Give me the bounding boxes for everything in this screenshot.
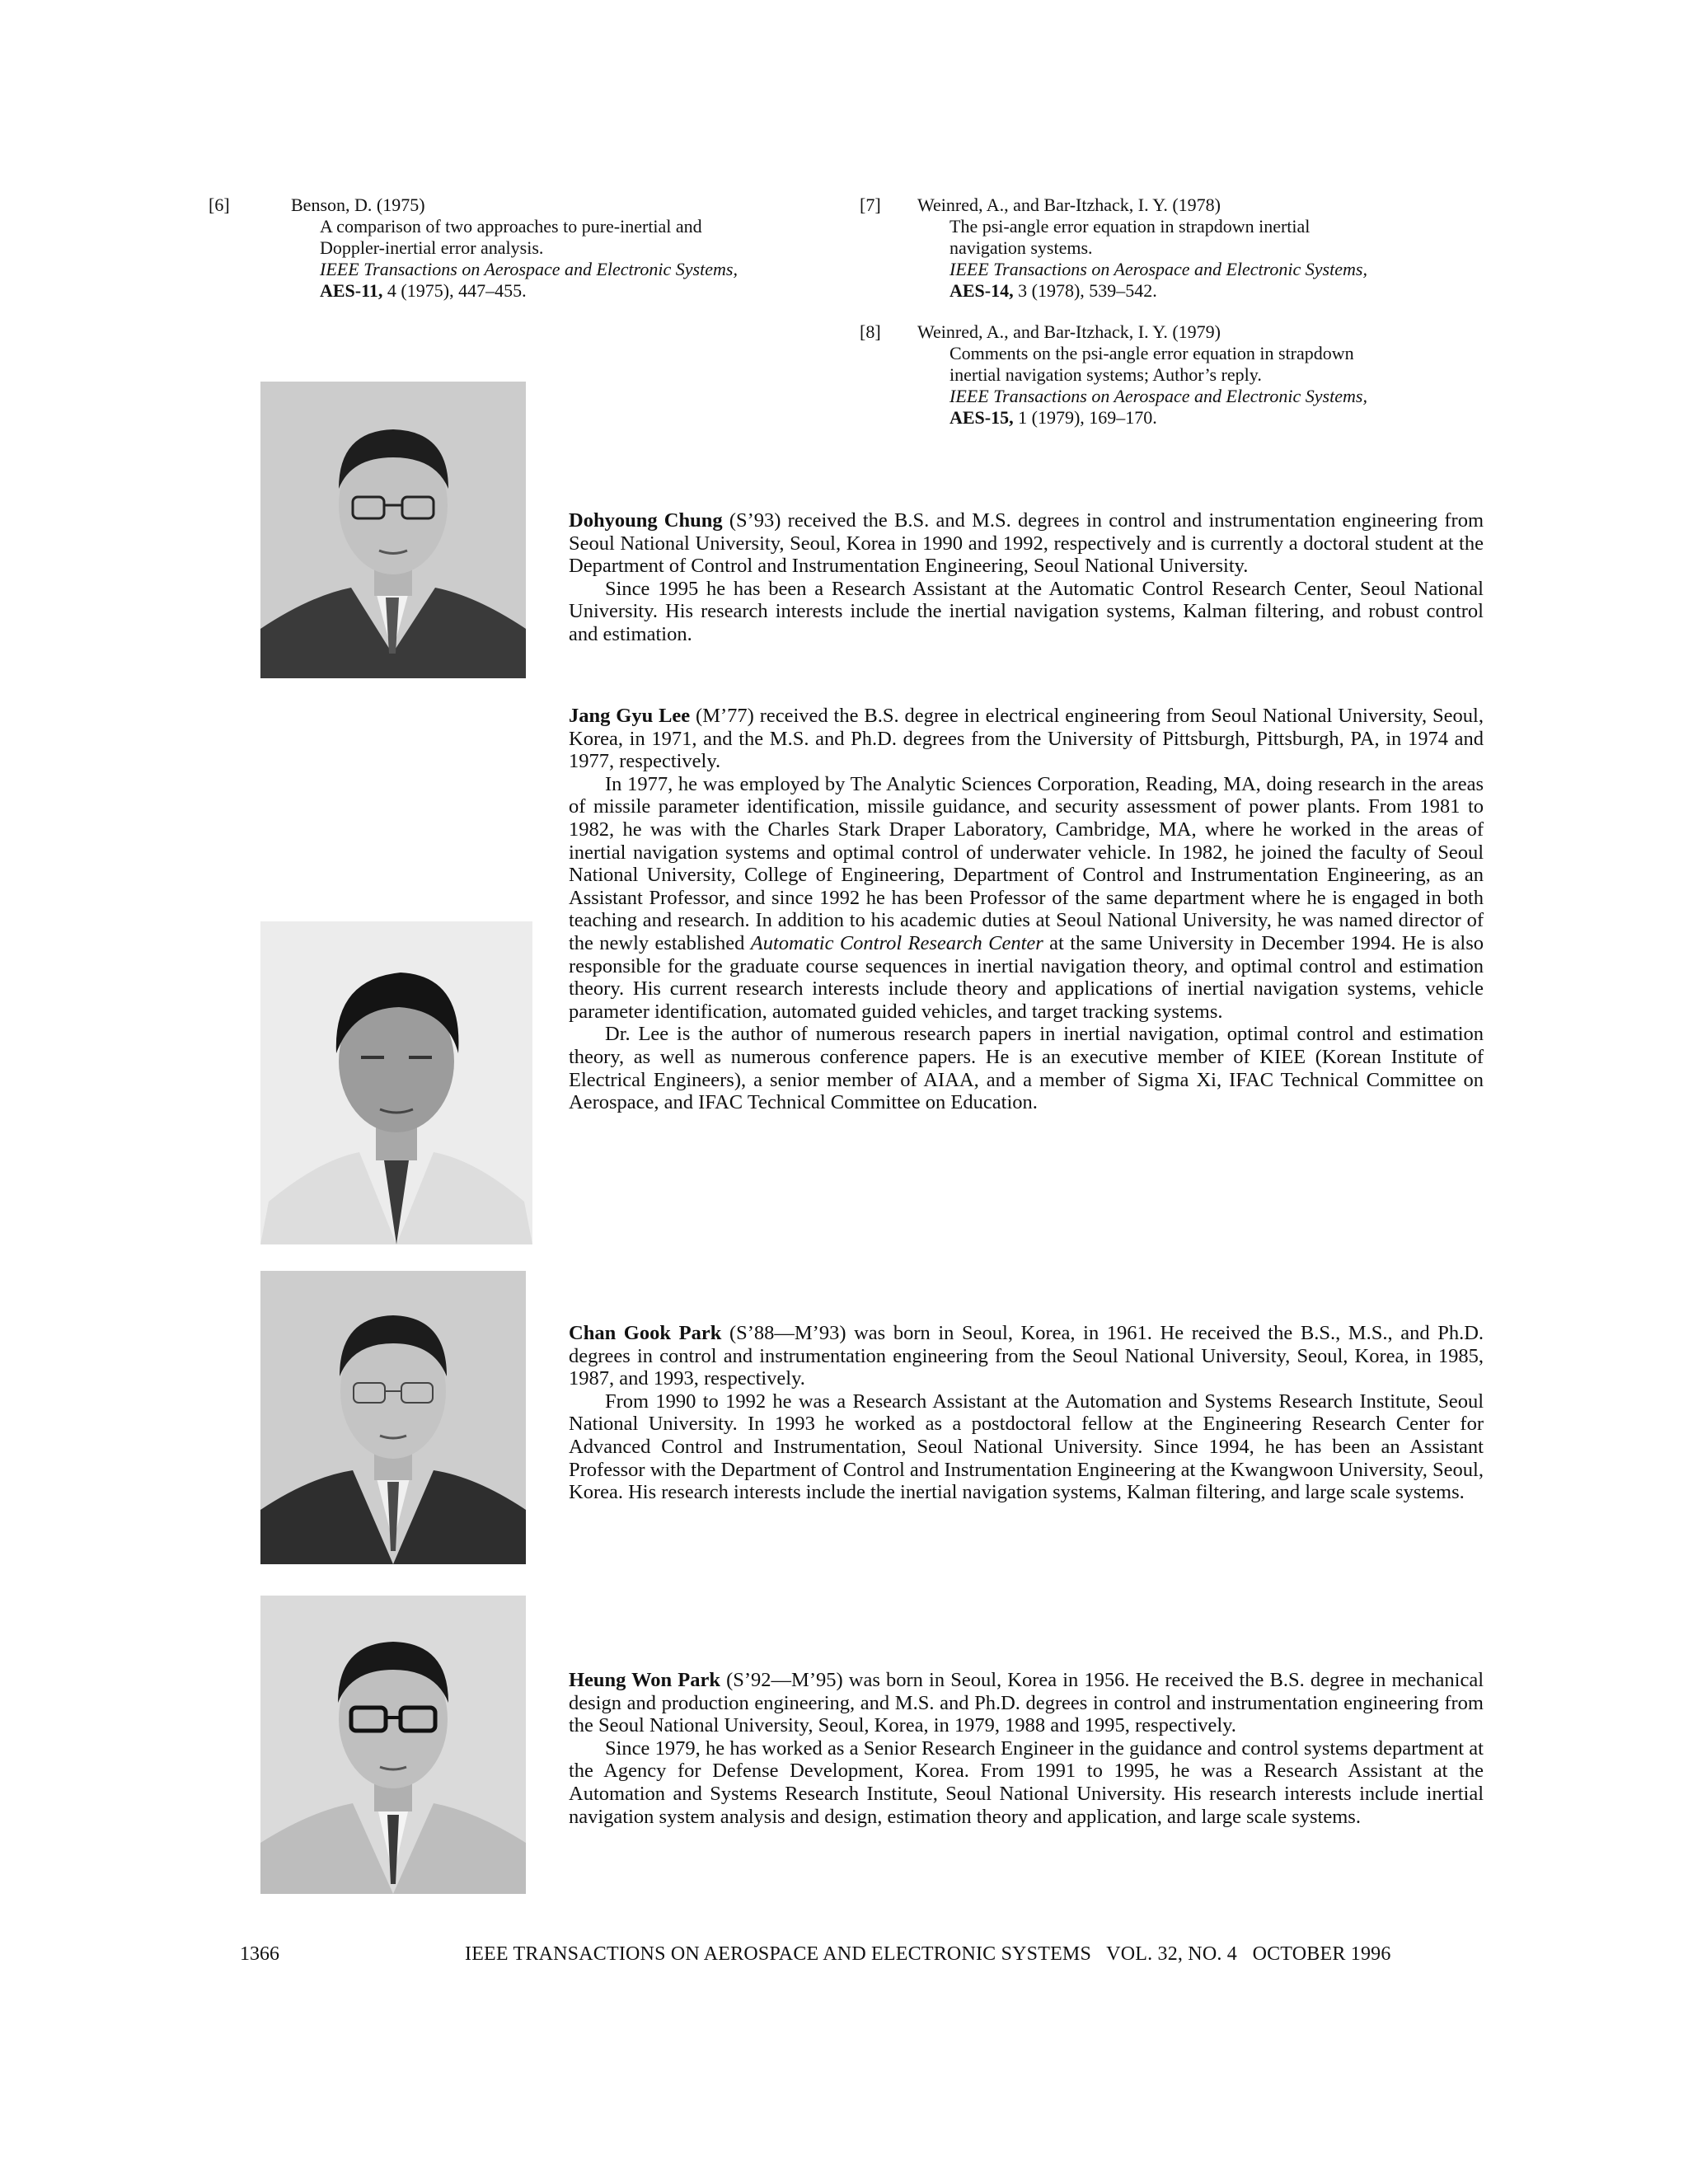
- reference-title-line: The psi-angle error equation in strapdown inertial: [950, 216, 1311, 237]
- author-name: Dohyoung Chung: [569, 509, 723, 532]
- reference-title-line: Comments on the psi-angle error equation in strapdown: [950, 343, 1354, 363]
- portrait-image: [260, 382, 526, 678]
- reference-journal: IEEE Transactions on Aerospace and Electronic Systems,: [950, 259, 1367, 279]
- reference-7: [860, 194, 1486, 310]
- author-name: Chan Gook Park: [569, 1322, 722, 1344]
- reference-number: [8]: [860, 321, 881, 342]
- author-name: Heung Won Park: [569, 1669, 720, 1691]
- reference-author: Weinred, A., and Bar-Itzhack, I. Y. (1979): [917, 321, 1221, 342]
- bio-text: (S’88—M’93) was born in Seoul, Korea, in 1961. He received the B.S., M.S., and Ph.D. degrees in control and instrumentation engineering from the Seoul National University, Seoul, Korea, in 1985, 1987, and 1993, respectively.: [569, 1322, 1484, 1390]
- bio-paragraph: Since 1995 he has been a Research Assistant at the Automatic Control Research Center, Seoul National University. His research interests include the inertial navigation systems, Kalman filtering, and robust control and estimation.: [569, 577, 1484, 645]
- journal-footer-text: IEEE TRANSACTIONS ON AEROSPACE AND ELECTRONIC SYSTEMS VOL. 32, NO. 4 OCTOBER 1996: [465, 1943, 1391, 1965]
- reference-number: [7]: [860, 194, 881, 215]
- reference-title-line: navigation systems.: [950, 237, 1093, 258]
- reference-citation: 4 (1975), 447–455.: [382, 280, 527, 301]
- bio-paragraph: Dr. Lee is the author of numerous research papers in inertial navigation, optimal control and estimation theory, as well as numerous conference papers. He is an executive member of KIEE (Korean Institute of Electrical Engineers), a senior member of AIAA, and a member of Sigma Xi, IFAC Technical Committee on Aerospace, and IFAC Technical Committee on Education.: [569, 1023, 1484, 1114]
- journal-footer: [465, 1942, 1391, 1966]
- bio-paragraph: [569, 509, 1484, 578]
- author-name: Jang Gyu Lee: [569, 705, 691, 727]
- bio-paragraph: [569, 1322, 1484, 1390]
- reference-author: Benson, D. (1975): [291, 194, 425, 215]
- bio-emphasis: Automatic Control Research Center: [750, 931, 1043, 954]
- reference-citation-line: [950, 280, 1367, 302]
- biography-chung: [569, 509, 1484, 646]
- biography-cgpark: [569, 1322, 1484, 1504]
- reference-volume: AES-15,: [950, 407, 1014, 428]
- reference-title-line: A comparison of two approaches to pure-inertial and: [320, 216, 702, 237]
- reference-citation-line: [950, 407, 1367, 429]
- portrait-image: [260, 1271, 526, 1564]
- reference-title-line: Doppler-inertial error analysis.: [320, 237, 544, 258]
- author-photo-chung: [260, 382, 526, 678]
- bio-paragraph: Since 1979, he has worked as a Senior Research Engineer in the guidance and control systems department at the Agency for Defense Development, Korea. From 1991 to 1995, he was a Research Assistant at the Automation and Systems Research Institute, Seoul National University. His research interests include inertial navigation system analysis and design, estimation theory and application, and large scale systems.: [569, 1736, 1484, 1828]
- reference-citation-line: [320, 280, 738, 302]
- bio-text: (S’93) received the B.S. and M.S. degrees in control and instrumentation engineering from Seoul National University, Seoul, Korea in 1990 and 1992, respectively and is currently a doctoral student at the Department of Control and Instrumentation Engineering, Seoul National University.: [569, 509, 1484, 578]
- bio-text: (S’92—M’95) was born in Seoul, Korea in 1956. He received the B.S. degree in mechanical design and production engineering, and M.S. and Ph.D. degrees in control and instrumentation engineering from the Seoul National University, Seoul, Korea, in 1979, 1988 and 1995, respectively.: [569, 1669, 1484, 1737]
- reference-author: Weinred, A., and Bar-Itzhack, I. Y. (1978): [917, 194, 1221, 215]
- reference-number: [6]: [209, 194, 230, 215]
- bio-paragraph: [569, 1669, 1484, 1737]
- author-photo-cgpark: [260, 1271, 526, 1564]
- bio-paragraph: [569, 773, 1484, 1024]
- author-photo-hwpark: [260, 1596, 526, 1894]
- reference-citation: 3 (1978), 539–542.: [1013, 280, 1157, 301]
- page-number: 1366: [240, 1943, 279, 1965]
- author-photo-lee: [260, 921, 532, 1244]
- reference-volume: AES-11,: [320, 280, 383, 301]
- bio-paragraph: From 1990 to 1992 he was a Research Assistant at the Automation and Systems Research Institute, Seoul National University. In 1993 he worked as a postdoctoral fellow at the Engineering Research Center for Advanced Control and Instrumentation, Seoul National University. Since 1994, he has been an Assistant Professor with the Department of Control and Instrumentation Engineering at the Kwangwoon University, Seoul, Korea. His research interests include the inertial navigation systems, Kalman filtering, and large scale systems.: [569, 1390, 1484, 1504]
- bio-text: In 1977, he was employed by The Analytic Sciences Corporation, Reading, MA, doing research in the areas of missile parameter identification, missile guidance, and security assessment of power plants. From 1981 to 1982, he was with the Charles Stark Draper Laboratory, Cambridge, MA, where he worked in the areas of inertial navigation systems and optimal control of underwater vehicle. In 1982, he joined the faculty of Seoul National University, College of Engineering, Department of Control and Instrumentation Engineering, as an Assistant Professor, and since 1992 he has been Professor of the same department where he is engaged in both teaching and research. In addition to his academic duties at Seoul National University, he was named director of the newly established: [569, 772, 1484, 954]
- reference-title-line: inertial navigation systems; Author’s reply.: [950, 364, 1262, 385]
- reference-6: [209, 194, 851, 310]
- bio-paragraph: [569, 705, 1484, 773]
- reference-journal: IEEE Transactions on Aerospace and Electronic Systems,: [950, 386, 1367, 406]
- portrait-image: [260, 1596, 526, 1894]
- reference-journal: IEEE Transactions on Aerospace and Electronic Systems,: [320, 259, 738, 279]
- bio-text: (M’77) received the B.S. degree in electrical engineering from Seoul National University, Seoul, Korea, in 1971, and the M.S. and Ph.D. degrees from the University of Pittsburgh, Pittsburgh, PA, in 1974 and 1977, respectively.: [569, 705, 1484, 773]
- bio-text: at the same University in December 1994. He is also responsible for the graduate course sequences in inertial navigation theory, and optimal control and estimation theory. His current research interests include theory and applications of inertial navigation systems, vehicle parameter identification, automated guided vehicles, and target tracking systems.: [569, 931, 1484, 1023]
- biography-lee: [569, 705, 1484, 1114]
- reference-8: [860, 321, 1486, 437]
- reference-volume: AES-14,: [950, 280, 1014, 301]
- portrait-image: [260, 921, 532, 1244]
- biography-hwpark: [569, 1669, 1484, 1828]
- reference-citation: 1 (1979), 169–170.: [1013, 407, 1157, 428]
